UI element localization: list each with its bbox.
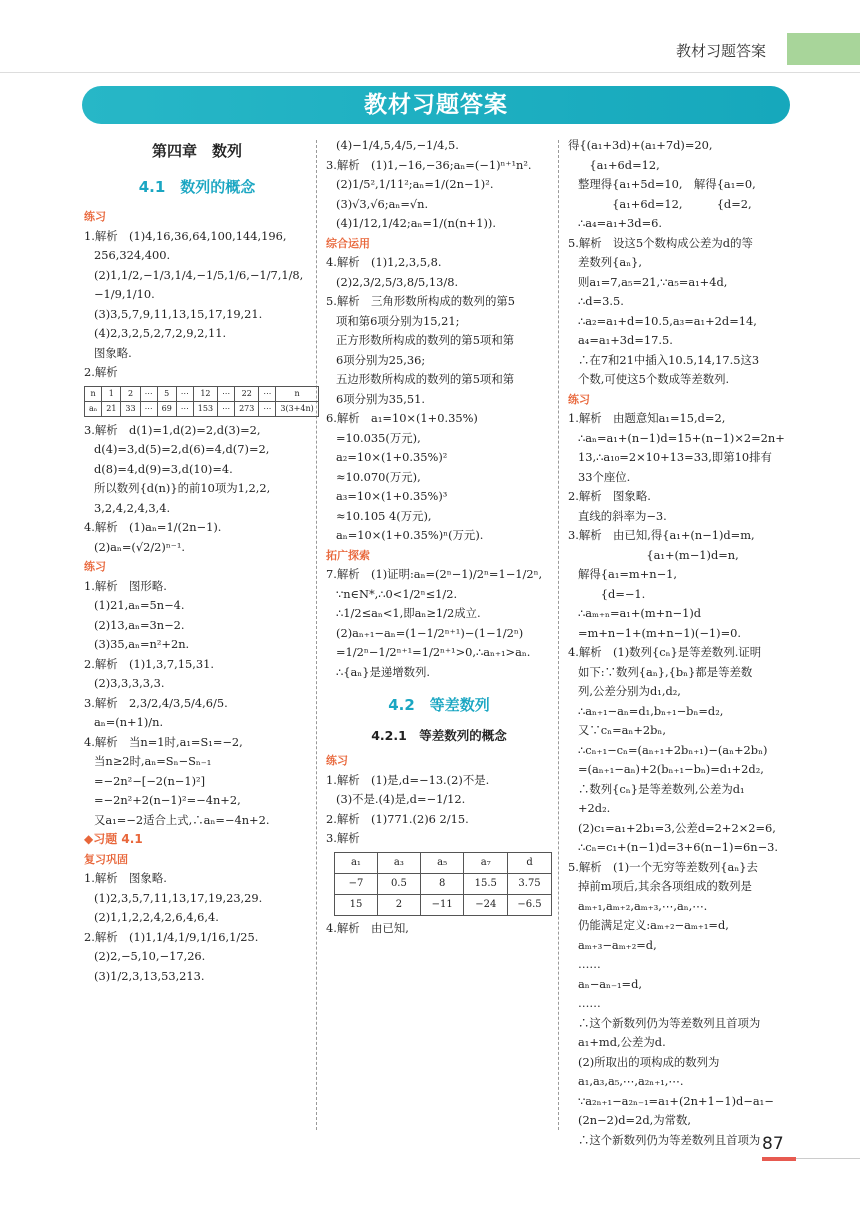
header-rule — [0, 72, 860, 73]
answer-line: (4)1/12,1/42;aₙ=1/(n(n+1)). — [336, 216, 496, 230]
table-cell: 1 — [102, 386, 121, 401]
answer-line: =1/2ⁿ−1/2ⁿ⁺¹=1/2ⁿ⁺¹>0,∴aₙ₊₁>aₙ. — [336, 645, 531, 659]
column-1 — [84, 136, 314, 986]
table-cell: ⋯ — [218, 401, 235, 416]
answer-line: ∴aₙ=a₁+(n−1)d=15+(n−1)×2=2n+ — [578, 430, 785, 445]
answer-line: 3.解析 2,3/2,4/3,5/4,6/5. — [84, 695, 228, 710]
answer-line: (2)c₁=a₁+2b₁=3,公差d=2+2×2=6, — [578, 820, 776, 835]
answer-line: ∴1/2≤aₙ<1,即aₙ≥1/2成立. — [336, 606, 481, 620]
answer-block — [326, 751, 552, 849]
answer-line: 4.解析 (1)1,2,3,5,8. — [326, 255, 442, 269]
answer-line: +2d₂. — [578, 801, 611, 815]
table-cell: a₃ — [377, 852, 420, 873]
answer-line: (2n−2)d=2d,为常数, — [578, 1113, 692, 1127]
answer-line: (2)3,3,3,3,3. — [94, 676, 165, 690]
answer-line: 整理得{a₁+5d=10, 解得{a₁=0, — [578, 177, 756, 191]
answer-line: aₙ−aₙ₋₁=d, — [578, 976, 643, 991]
answer-line: ∴在7和21中插入10.5,14,17.5这3 — [578, 352, 760, 367]
table-cell: a₅ — [420, 852, 464, 873]
subsection-title: 4.2.1 等差数列的概念 — [371, 727, 507, 743]
sequence-table — [84, 386, 319, 417]
answer-line: (2)1/5²,1/11²;aₙ=1/(2n−1)². — [336, 177, 494, 191]
answer-line: 1.解析 由题意知a₁=15,d=2, — [568, 411, 726, 425]
answer-line: (2)2,3/2,5/3,8/5,13/8. — [336, 274, 459, 289]
table-cell: ⋯ — [259, 386, 276, 401]
table-cell: ⋯ — [140, 401, 157, 416]
table-cell: n — [276, 386, 318, 401]
subheading: 拓广探索 — [326, 548, 370, 562]
answer-line: (2)2,−5,10,−17,26. — [94, 949, 206, 963]
table-cell: 2 — [377, 894, 420, 915]
section-title: 4.2 等差数列 — [388, 696, 490, 714]
answer-line: 得{(a₁+3d)+(a₁+7d)=20, — [568, 138, 713, 152]
answer-line: (3)1/2,3,13,53,213. — [94, 968, 205, 983]
answer-line: (4)−1/4,5,4/5,−1/4,5. — [336, 138, 459, 152]
answer-line: 差数列{aₙ}, — [578, 255, 643, 269]
answer-line: 33个座位. — [578, 469, 631, 484]
answer-line: (3)35,aₙ=n²+2n. — [94, 637, 190, 651]
table-cell: 69 — [157, 401, 176, 416]
answer-line: (1)21,aₙ=5n−4. — [94, 598, 185, 612]
answer-line: 如下:∵数列{aₙ},{bₙ}都是等差数 — [578, 664, 753, 679]
table-cell: 15 — [335, 894, 378, 915]
answer-line: 7.解析 (1)证明:aₙ=(2ⁿ−1)/2ⁿ=1−1/2ⁿ, — [326, 567, 543, 581]
answer-line: =(aₙ₊₁−aₙ)+2(bₙ₊₁−bₙ)=d₁+2d₂, — [578, 762, 764, 776]
answer-line: 个数,可使这5个数成等差数列. — [578, 372, 730, 386]
answer-line: 1.解析 图形略. — [84, 578, 167, 593]
table-cell: ⋯ — [259, 401, 276, 416]
answer-line: −1/9,1/10. — [94, 287, 155, 301]
table-row — [335, 873, 552, 894]
answer-line: =−2n²−[−2(n−1)²] — [94, 773, 206, 788]
answer-line: ∴{aₙ}是递增数列. — [336, 664, 431, 679]
answer-line: {a₁+6d=12, — [578, 157, 660, 172]
answer-line: {a₁+(m−1)d=n, — [578, 547, 739, 562]
title-banner — [82, 86, 790, 124]
column-divider — [558, 140, 559, 1130]
answer-line: 3.解析 由已知,得{a₁+(n−1)d=m, — [568, 528, 755, 542]
answer-line: 1.解析 (1)是,d=−13.(2)不是. — [326, 772, 490, 787]
answer-line: ≈10.070(万元), — [336, 469, 421, 484]
exercise-heading: ◆习题 4.1 — [84, 832, 143, 846]
answer-line: ∴aₙ₊₁−aₙ=d₁,bₙ₊₁−bₙ=d₂, — [578, 703, 724, 718]
answer-block — [326, 919, 552, 939]
answer-line: (1)2,3,5,7,11,13,17,19,23,29. — [94, 890, 263, 905]
subheading: 练习 — [84, 560, 106, 573]
table-cell: 2 — [121, 386, 140, 401]
table-cell: 5 — [157, 386, 176, 401]
answer-line: ∵a₂ₙ₊₁−a₂ₙ₋₁=a₁+(2n+1−1)d−a₁− — [578, 1093, 774, 1108]
table-cell: 8 — [420, 873, 464, 894]
answer-line: 6.解析 a₁=10×(1+0.35%) — [326, 411, 478, 425]
answer-line: (3)√3,√6;aₙ=√n. — [336, 196, 429, 211]
answer-line: 仍能满足定义:aₘ₊₂−aₘ₊₁=d, — [578, 918, 729, 932]
answer-line: ∴cₙ=c₁+(n−1)d=3+6(n−1)=6n−3. — [578, 840, 779, 854]
answer-line: 直线的斜率为−3. — [578, 508, 667, 523]
answer-line: 2.解析 (1)1,1/4,1/9,1/16,1/25. — [84, 929, 259, 944]
table-cell: ⋯ — [176, 386, 193, 401]
answer-line: …… — [578, 957, 601, 971]
answer-line: (2)所取出的项构成的数列为 — [578, 1054, 720, 1069]
subheading: 复习巩固 — [84, 852, 128, 866]
answer-line: 6项分别为25,36; — [336, 352, 426, 367]
answer-line: 项和第6项分别为15,21; — [336, 313, 460, 328]
chapter-title: 第四章 数列 — [151, 142, 242, 160]
table-cell: ⋯ — [176, 401, 193, 416]
answer-line: 解得{a₁=m+n−1, — [578, 567, 678, 581]
answer-line: =10.035(万元), — [336, 430, 421, 445]
answer-line: 图象略. — [94, 345, 132, 360]
answer-line: aₘ₊₁,aₘ₊₂,aₘ₊₃,⋯,aₙ,⋯. — [578, 898, 708, 913]
table-cell: 3.75 — [508, 873, 552, 894]
answer-block — [568, 136, 794, 1150]
answer-line: (2)13,aₙ=3n−2. — [94, 617, 185, 632]
answer-line: ∴a₄=a₁+3d=6. — [578, 216, 663, 230]
footer-rule — [796, 1158, 860, 1159]
answer-line: (2)aₙ=(√2/2)ⁿ⁻¹. — [94, 539, 186, 554]
column-3 — [568, 136, 794, 1150]
answer-line: …… — [578, 996, 601, 1010]
answer-line: 4.解析 由已知, — [326, 920, 409, 935]
running-header: 教材习题答案 — [676, 42, 767, 60]
answer-line: (2)1,1,2,2,4,2,6,4,6,4. — [94, 910, 219, 924]
answer-line: 2.解析 (1)771.(2)6 2/15. — [326, 811, 469, 826]
table-cell: d — [508, 852, 552, 873]
answer-line: 6项分别为35,51. — [336, 391, 426, 406]
answer-line: ∴aₘ₊ₙ=a₁+(m+n−1)d — [578, 606, 702, 620]
subheading: 练习 — [568, 392, 590, 406]
table-cell: 21 — [102, 401, 121, 416]
subheading: 练习 — [84, 210, 106, 223]
answer-line: 2.解析 (1)1,3,7,15,31. — [84, 656, 215, 671]
answer-line: 所以数列{d(n)}的前10项为1,2,2, — [94, 481, 271, 495]
table-cell: 273 — [235, 401, 259, 416]
table-cell: a₁ — [335, 852, 378, 873]
page-number: 87 — [762, 1134, 784, 1154]
table-row — [85, 386, 319, 401]
answer-line: a₁+md,公差为d. — [578, 1035, 666, 1049]
answer-line: a₄=a₁+3d=17.5. — [578, 333, 673, 347]
answer-line: 4.解析 (1)aₙ=1/(2n−1). — [84, 520, 222, 534]
answer-line: 5.解析 (1)一个无穷等差数列{aₙ}去 — [568, 859, 758, 874]
header-color-bar — [787, 33, 860, 65]
section-title: 4.1 数列的概念 — [138, 177, 256, 196]
answer-line: 2.解析 — [84, 365, 118, 379]
answer-line: 2.解析 图象略. — [568, 489, 651, 503]
answer-line: =−2n²+2(n−1)²=−4n+2, — [94, 793, 241, 807]
subheading: 练习 — [326, 754, 348, 767]
table-row — [85, 401, 319, 416]
answer-line: 13,∴a₁₀=2×10+13=33,即第10排有 — [578, 450, 772, 464]
answer-line: 则a₁=7,a₅=21,∵a₅=a₁+4d, — [578, 274, 728, 289]
answer-line: 又∵cₙ=aₙ+2bₙ, — [578, 723, 666, 737]
answer-line: 256,324,400. — [94, 248, 171, 262]
answer-line: aₘ₊₃−aₘ₊₂=d, — [578, 937, 657, 952]
answer-line: 五边形数所构成的数列的第5项和第 — [336, 372, 515, 386]
column-2 — [326, 136, 552, 938]
answer-line: a₃=10×(1+0.35%)³ — [336, 489, 448, 503]
answer-line: ∴d=3.5. — [578, 294, 624, 308]
answer-line: 5.解析 设这5个数构成公差为d的等 — [568, 235, 753, 250]
answer-block — [84, 421, 310, 987]
answer-line: 3.解析 (1)1,−16,−36;aₙ=(−1)ⁿ⁺¹n². — [326, 157, 532, 172]
table-cell: 3(3+4n) — [276, 401, 318, 416]
column-divider — [316, 140, 317, 1130]
answer-line: 当n≥2时,aₙ=Sₙ−Sₙ₋₁ — [94, 754, 212, 768]
banner-title: 教材习题答案 — [364, 92, 508, 118]
answer-line: (3)不是.(4)是,d=−1/12. — [336, 792, 466, 806]
answer-line: ∴这个新数列仍为等差数列且首项为 — [578, 1132, 761, 1147]
answer-line: {a₁+6d=12, {d=2, — [578, 196, 752, 211]
answer-line: (2)aₙ₊₁−aₙ=(1−1/2ⁿ⁺¹)−(1−1/2ⁿ) — [336, 625, 524, 640]
table-cell: 12 — [193, 386, 217, 401]
page-number-bar — [762, 1157, 796, 1161]
answer-line: (2)1,1/2,−1/3,1/4,−1/5,1/6,−1/7,1/8, — [94, 267, 304, 282]
answer-line: ∴这个新数列仍为等差数列且首项为 — [578, 1015, 761, 1030]
answer-line: 4.解析 当n=1时,a₁=S₁=−2, — [84, 734, 243, 749]
answer-line: 又a₁=−2适合上式,∴aₙ=−4n+2. — [94, 812, 270, 827]
table-cell: 153 — [193, 401, 217, 416]
table-cell: n — [85, 386, 102, 401]
table-cell: ⋯ — [140, 386, 157, 401]
table-cell: 15.5 — [464, 873, 508, 894]
answer-line: aₙ=10×(1+0.35%)ⁿ(万元). — [336, 528, 484, 542]
answer-line: ∴a₂=a₁+d=10.5,a₃=a₁+2d=14, — [578, 313, 757, 328]
answer-line: 4.解析 (1)数列{cₙ}是等差数列.证明 — [568, 645, 762, 659]
table-cell: ⋯ — [218, 386, 235, 401]
table-cell: 0.5 — [377, 873, 420, 894]
answer-line: a₂=10×(1+0.35%)² — [336, 450, 448, 464]
table-row — [335, 894, 552, 915]
answer-line: 5.解析 三角形数所构成的数列的第5 — [326, 294, 515, 308]
answer-line: 3.解析 — [326, 831, 360, 845]
answer-line: {d=−1. — [578, 586, 646, 601]
table-cell: 22 — [235, 386, 259, 401]
answer-block — [84, 207, 310, 383]
answer-line: ∴数列{cₙ}是等差数列,公差为d₁ — [578, 781, 745, 796]
answer-line: (3)3,5,7,9,11,13,15,17,19,21. — [94, 306, 263, 321]
table-cell: −7 — [335, 873, 378, 894]
answer-line: 1.解析 (1)4,16,36,64,100,144,196, — [84, 228, 287, 243]
arithmetic-table — [334, 852, 552, 916]
answer-line: a₁,a₃,a₅,⋯,a₂ₙ₊₁,⋯. — [578, 1074, 684, 1088]
table-row — [335, 852, 552, 873]
answer-line: ∵n∈N*,∴0<1/2ⁿ≤1/2. — [336, 586, 458, 601]
table-cell: −11 — [420, 894, 464, 915]
table-cell: −6.5 — [508, 894, 552, 915]
answer-line: 1.解析 图象略. — [84, 871, 167, 885]
answer-line: ≈10.105 4(万元), — [336, 508, 432, 523]
table-cell: 33 — [121, 401, 140, 416]
answer-line: 3,2,4,2,4,3,4. — [94, 500, 171, 515]
answer-line: aₙ=(n+1)/n. — [94, 715, 164, 729]
answer-line: 正方形数所构成的数列的第5项和第 — [336, 333, 515, 347]
answer-line: 3.解析 d(1)=1,d(2)=2,d(3)=2, — [84, 422, 261, 437]
table-cell: aₙ — [85, 401, 102, 416]
answer-line: ∴cₙ₊₁−cₙ=(aₙ₊₁+2bₙ₊₁)−(aₙ+2bₙ) — [578, 742, 768, 757]
answer-line: d(4)=3,d(5)=2,d(6)=4,d(7)=2, — [94, 442, 270, 456]
answer-line: 掉前m项后,其余各项组成的数列是 — [578, 879, 752, 893]
answer-line: d(8)=4,d(9)=3,d(10)=4. — [94, 461, 233, 476]
subheading: 综合运用 — [326, 236, 370, 250]
answer-line: 列,公差分别为d₁,d₂, — [578, 684, 681, 698]
answer-block — [326, 136, 552, 682]
answer-line: =m+n−1+(m+n−1)(−1)=0. — [578, 625, 742, 640]
table-cell: −24 — [464, 894, 508, 915]
answer-line: (4)2,3,2,5,2,7,2,9,2,11. — [94, 326, 227, 340]
table-cell: a₇ — [464, 852, 508, 873]
